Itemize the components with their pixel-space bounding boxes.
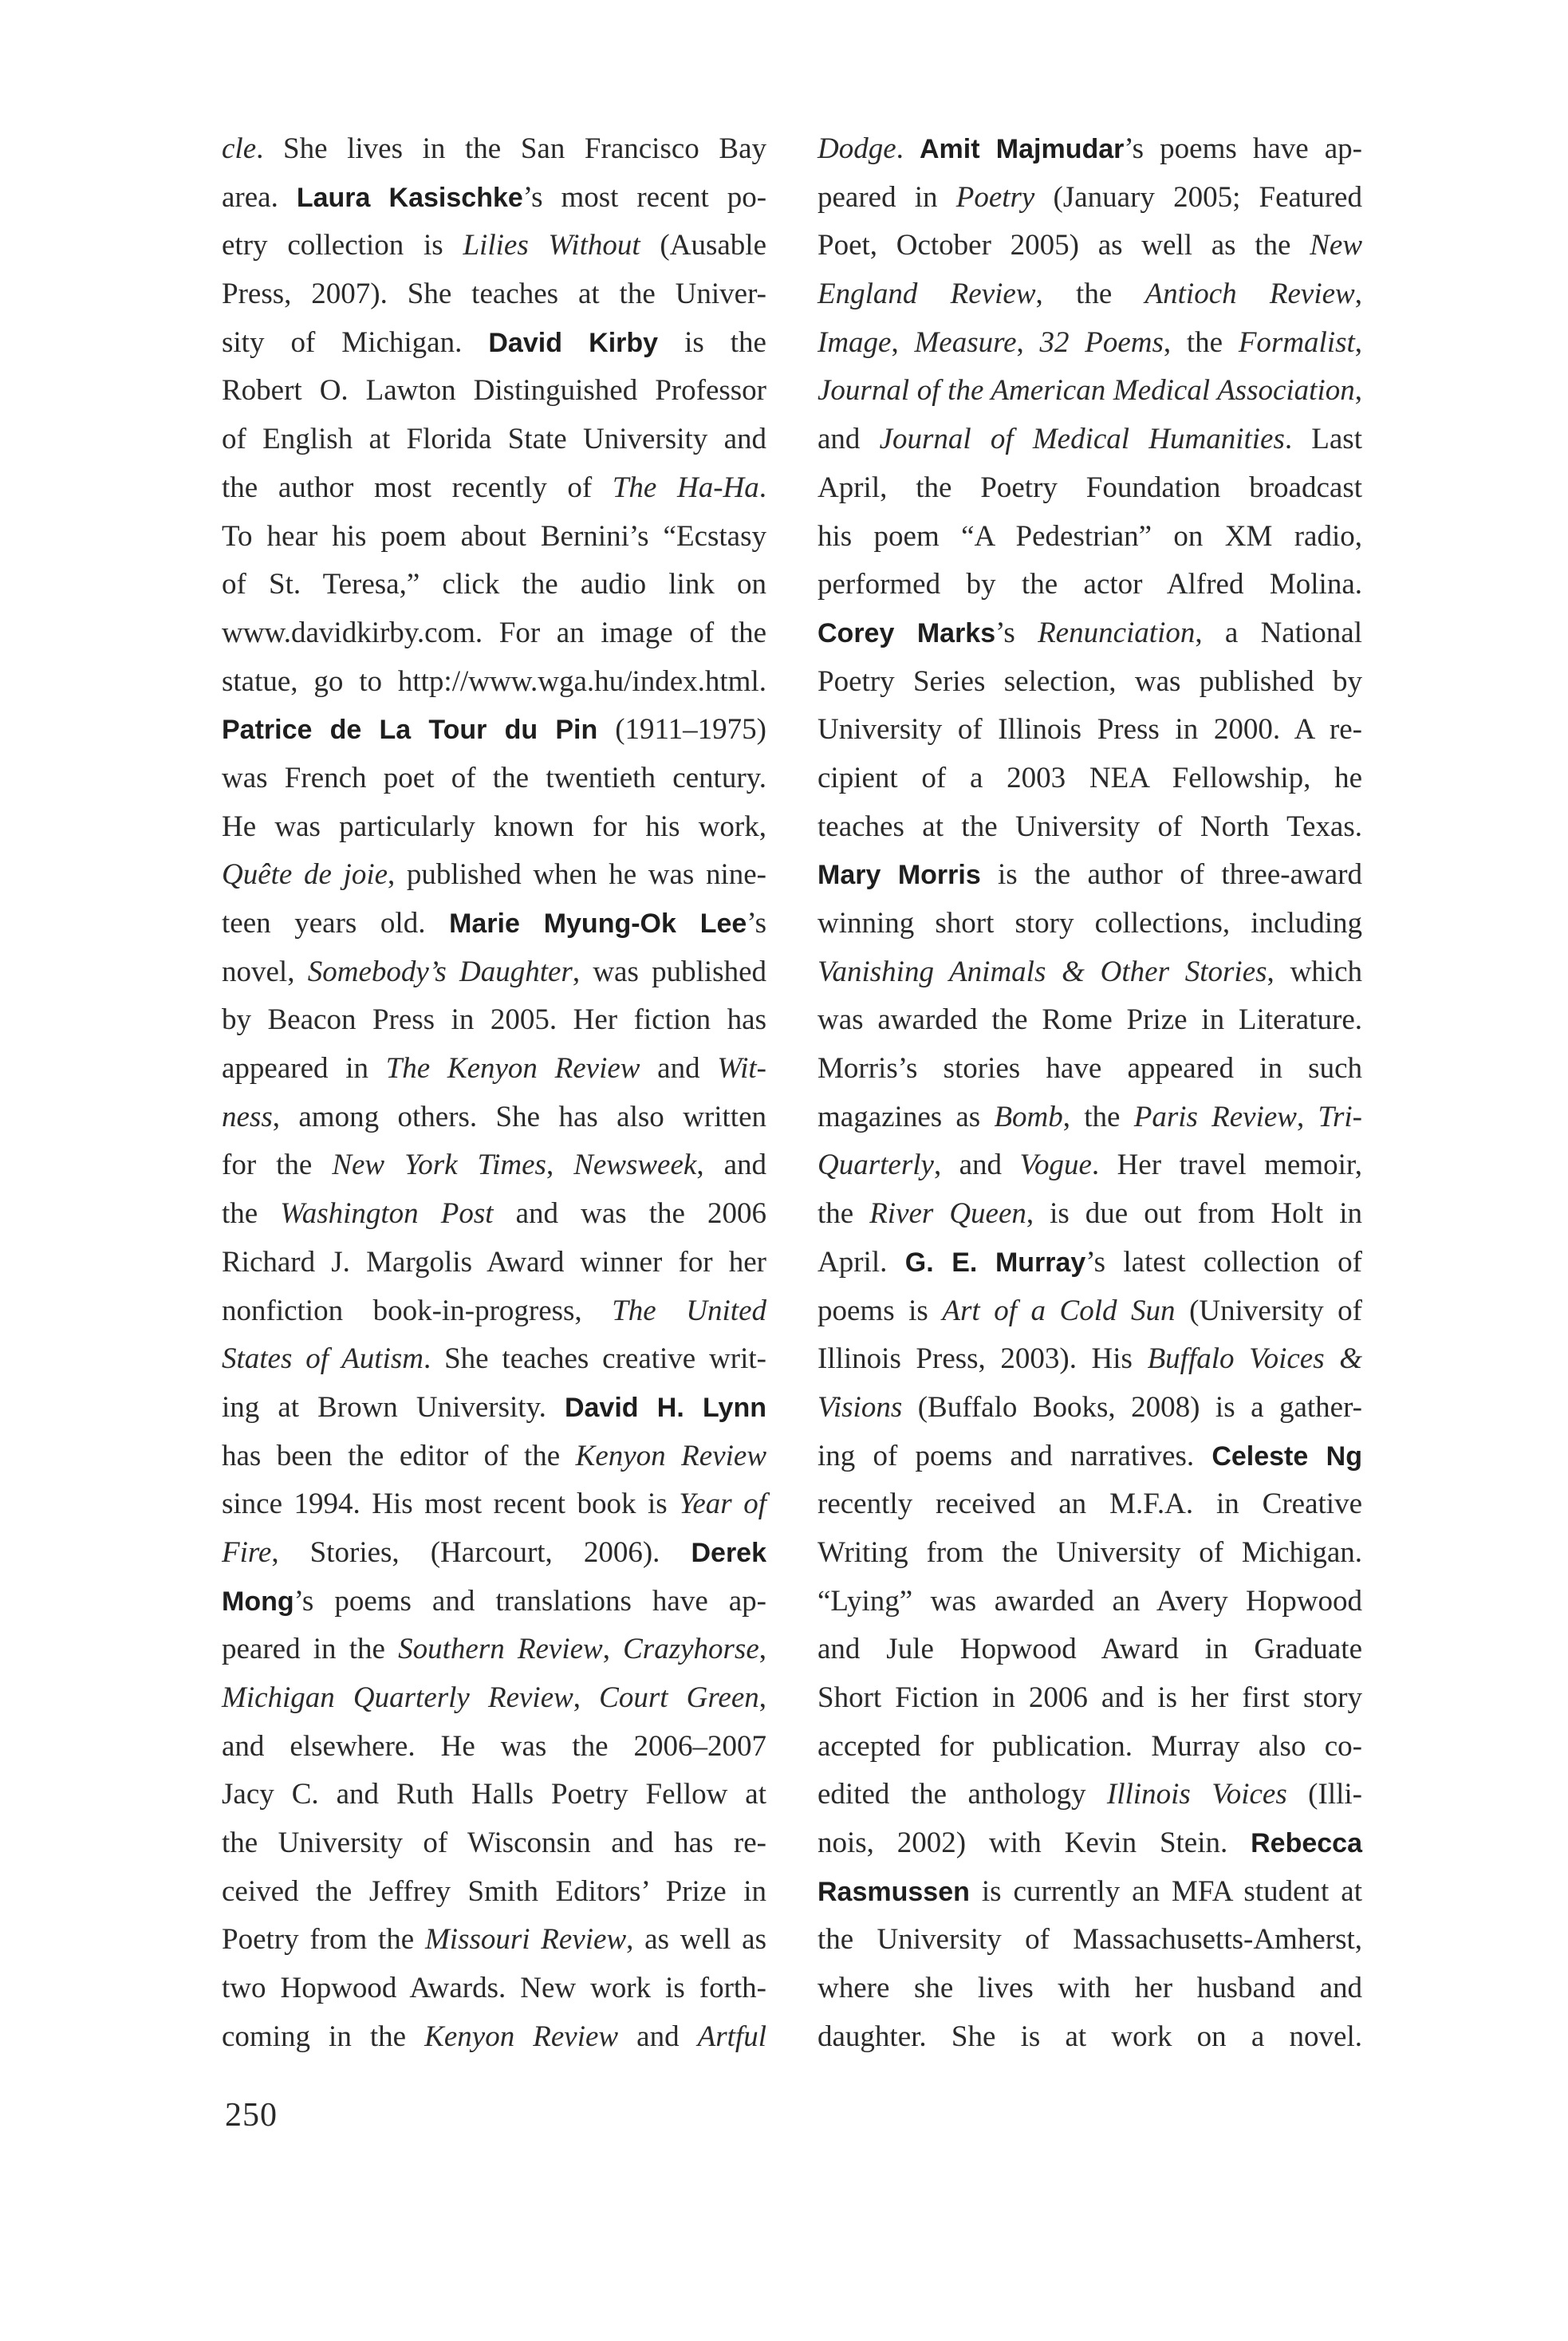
text-run: and Jule Hopwood Award in Graduate [817, 1633, 1362, 1666]
text-run: two Hopwood Awards. New work is forth- [222, 1972, 766, 2005]
text-run: his poem “A Pedestrian” on XM radio, [817, 519, 1362, 553]
text-run: (Illi- [1286, 1778, 1362, 1811]
text-run: , [758, 1681, 766, 1714]
contributor-name: Patrice de La Tour du Pin [222, 715, 598, 746]
italic-title: Illinois Voices [1106, 1778, 1287, 1811]
text-run: ing at Brown University. [222, 1390, 565, 1424]
text-run: ’s [995, 616, 1038, 649]
text-line [222, 2013, 766, 2062]
text-run: is the [658, 325, 766, 359]
text-line [222, 1916, 766, 1965]
text-line [817, 1335, 1362, 1384]
text-run: (1911–1975) [597, 713, 766, 747]
text-run: , [891, 325, 915, 359]
italic-title: Year of [679, 1488, 766, 1521]
text-run: by Beacon Press in 2005. Her fiction has [222, 1003, 766, 1037]
text-run: , [602, 1633, 624, 1666]
italic-title: Washington Post [280, 1197, 494, 1231]
contributor-name: Corey Marks [817, 617, 996, 648]
text-line [817, 464, 1362, 513]
text-run: cipient of a 2003 NEA Fellowship, he [817, 761, 1362, 794]
text-run: (January 2005; Featured [1034, 180, 1362, 214]
text-run: . Her travel memoir, [1091, 1149, 1362, 1182]
text-run: recently received an M.F.A. in Creative [817, 1488, 1362, 1521]
text-line [817, 1723, 1362, 1772]
italic-title: Artful [697, 2020, 766, 2053]
text-line [222, 1045, 766, 1094]
italic-title: Southern Review [398, 1633, 603, 1666]
text-run: Poetry from the [222, 1923, 425, 1957]
contributor-name: Mong [222, 1586, 294, 1617]
text-run: edited the anthology [817, 1778, 1107, 1811]
text-line [817, 1771, 1362, 1819]
italic-title: Vogue [1019, 1149, 1092, 1182]
text-run: is currently an MFA student at [969, 1874, 1362, 1908]
text-run: for the [222, 1149, 333, 1182]
contributor-name: Celeste Ng [1211, 1440, 1363, 1472]
italic-title: Michigan Quarterly Review [222, 1681, 573, 1714]
text-line [817, 1868, 1362, 1917]
text-line [222, 996, 766, 1045]
text-line [222, 803, 766, 852]
italic-title: Newsweek [573, 1149, 697, 1182]
text-run: , [1016, 325, 1040, 359]
italic-title: Bomb [994, 1100, 1063, 1133]
text-run: accepted for publication. Murray also co- [817, 1729, 1362, 1763]
text-run: . Last [1284, 423, 1362, 456]
text-line [817, 1239, 1362, 1287]
text-run: has been the editor of the [222, 1439, 576, 1472]
text-run: was awarded the Rome Prize in Literature. [817, 1003, 1362, 1037]
text-run: Jacy C. and Ruth Halls Poetry Fellow at [222, 1778, 766, 1811]
text-run: . [896, 132, 920, 165]
contributor-name: David H. Lynn [564, 1392, 766, 1423]
text-line [222, 1529, 766, 1578]
text-run: Writing from the University of Michigan. [817, 1535, 1362, 1569]
text-line [817, 609, 1362, 658]
text-line [817, 1965, 1362, 2013]
text-run: ’s most recent po- [522, 180, 767, 214]
text-run: . She lives in the San Francisco Bay [256, 132, 766, 165]
text-line [222, 1141, 766, 1190]
text-run: area. [222, 180, 297, 214]
text-run: , was published [572, 955, 766, 988]
text-line [817, 1916, 1362, 1965]
text-line [222, 948, 766, 997]
contributor-name: Amit Majmudar [919, 134, 1125, 164]
text-run: (Buffalo Books, 2008) is a gather- [902, 1390, 1362, 1424]
italic-title: Formalist [1238, 325, 1355, 359]
text-line [222, 1335, 766, 1384]
text-line [222, 1433, 766, 1481]
text-run: and [618, 2020, 698, 2053]
text-run: , and [933, 1149, 1020, 1182]
text-line [222, 1094, 766, 1142]
page-number: 250 [225, 2097, 278, 2134]
italic-title: Somebody’s Daughter [307, 955, 573, 988]
text-run: , [573, 1681, 600, 1714]
text-line [222, 125, 766, 174]
italic-title: Lilies Without [463, 229, 640, 262]
text-line [817, 755, 1362, 803]
text-line [817, 1094, 1362, 1142]
text-line [222, 1384, 766, 1433]
italic-title: The United [612, 1294, 766, 1327]
text-run: magazines as [817, 1100, 995, 1133]
text-run: Richard J. Margolis Award winner for her [222, 1245, 766, 1279]
text-line [817, 1141, 1362, 1190]
text-run: ing of poems and narratives. [817, 1439, 1212, 1472]
text-run: , [546, 1149, 574, 1182]
text-run: Morris’s stories have appeared in such [817, 1052, 1362, 1086]
text-run: novel, [222, 955, 308, 988]
text-line [222, 1190, 766, 1239]
italic-title: States of Autism [222, 1342, 424, 1376]
italic-title: Journal of Medical Humanities [879, 423, 1285, 456]
text-line [817, 174, 1362, 223]
text-run: Short Fiction in 2006 and is her first story [817, 1681, 1362, 1714]
contributor-name: Laura Kasischke [296, 182, 523, 213]
text-line [222, 416, 766, 464]
text-line [222, 1965, 766, 2013]
text-line [222, 609, 766, 658]
text-run: ’s latest collection of [1085, 1245, 1362, 1279]
text-run: of English at Florida State University and [222, 423, 766, 456]
text-run: ’s poems and translations have ap- [294, 1584, 766, 1618]
text-line [817, 803, 1362, 852]
text-run: Illinois Press, 2003). His [817, 1342, 1148, 1376]
text-line [817, 1384, 1362, 1433]
text-line [817, 1674, 1362, 1723]
text-line [222, 1480, 766, 1529]
text-line [817, 125, 1362, 174]
text-line [222, 1868, 766, 1917]
text-line [817, 1433, 1362, 1481]
text-run: peared in [817, 180, 956, 214]
italic-title: The Kenyon Review [385, 1052, 640, 1086]
text-line [817, 1529, 1362, 1578]
text-run: , is due out from Holt in [1026, 1197, 1362, 1231]
contributor-name: Rebecca [1251, 1828, 1362, 1859]
text-line [222, 1723, 766, 1772]
italic-title: Quarterly [817, 1149, 934, 1182]
text-line [817, 270, 1362, 319]
italic-title: Tri- [1318, 1100, 1363, 1133]
text-run: was French poet of the twentieth century. [222, 761, 766, 794]
contributor-name: David Kirby [488, 327, 659, 358]
text-run: , which [1267, 955, 1362, 988]
italic-title: Renunciation [1038, 616, 1196, 649]
text-line [222, 658, 766, 707]
text-run: the University of Massachusetts-Amherst, [817, 1923, 1362, 1957]
text-run: coming in the [222, 2020, 425, 2053]
italic-title: New York Times [332, 1149, 546, 1182]
text-run: and [640, 1052, 718, 1086]
contributor-name: Rasmussen [817, 1876, 970, 1907]
text-line [817, 996, 1362, 1045]
italic-title: Kenyon Review [424, 2020, 619, 2053]
text-line [222, 367, 766, 416]
text-run: peared in the [222, 1633, 399, 1666]
text-run: teen years old. [222, 907, 450, 940]
text-run: winning short story collections, including [817, 907, 1362, 940]
text-line [817, 1190, 1362, 1239]
text-run: . [758, 471, 766, 504]
italic-title: Vanishing Animals & Other Stories [817, 955, 1267, 988]
text-run: , [1296, 1100, 1318, 1133]
text-run: , [758, 1633, 766, 1666]
text-run: , [1354, 374, 1362, 408]
text-line [817, 319, 1362, 368]
text-line [817, 2013, 1362, 2062]
italic-title: Buffalo Voices & [1147, 1342, 1362, 1376]
text-run: , and [696, 1149, 766, 1182]
text-run: www.davidkirby.com. For an image of the [222, 616, 766, 649]
text-run: University of Illinois Press in 2000. A re- [817, 713, 1362, 747]
italic-title: Crazyhorse [623, 1633, 759, 1666]
text-line [817, 900, 1362, 948]
text-run: , the [1035, 278, 1145, 311]
text-run: . She teaches creative writ- [423, 1342, 766, 1376]
text-line [817, 1578, 1362, 1626]
text-line [222, 851, 766, 900]
text-run: daughter. She is at work on a novel. [817, 2020, 1362, 2053]
italic-title: River Queen [869, 1197, 1026, 1231]
text-line [222, 319, 766, 368]
text-run: the author most recently of [222, 471, 613, 504]
italic-title: Journal of the American Medical Association [817, 374, 1355, 408]
text-run: , [1354, 325, 1363, 359]
text-run: He was particularly known for his work, [222, 810, 766, 843]
left-column [222, 125, 766, 2062]
text-line [222, 755, 766, 803]
text-run: the University of Wisconsin and has re- [222, 1827, 766, 1860]
contributor-name: Marie Myung-Ok Lee [449, 908, 747, 939]
text-line [817, 1480, 1362, 1529]
text-run: “Lying” was awarded an Avery Hopwood [817, 1584, 1362, 1618]
italic-title: Dodge [817, 132, 896, 165]
text-line [817, 561, 1362, 609]
text-run: teaches at the University of North Texas. [817, 810, 1362, 843]
text-run: and was the 2006 [493, 1197, 766, 1231]
text-line [222, 222, 766, 270]
text-line [222, 1771, 766, 1819]
text-run: the [817, 1197, 870, 1231]
text-line [222, 900, 766, 948]
italic-title: Wit- [717, 1052, 766, 1086]
text-run: nois, 2002) with Kevin Stein. [817, 1827, 1251, 1860]
italic-title: Poetry [955, 180, 1035, 214]
text-line [222, 174, 766, 223]
text-run: the [222, 1197, 281, 1231]
right-column [817, 125, 1362, 2062]
text-run: , the [1163, 325, 1239, 359]
text-line [222, 1674, 766, 1723]
text-line [817, 948, 1362, 997]
text-run: , as well as [626, 1923, 766, 1957]
text-run: ’s [747, 907, 766, 940]
italic-title: Paris Review [1133, 1100, 1297, 1133]
text-line [222, 706, 766, 755]
text-line [817, 1045, 1362, 1094]
italic-title: Visions [817, 1390, 903, 1424]
contributor-name: Mary Morris [817, 860, 981, 891]
text-run: (Ausable [640, 229, 766, 262]
text-line [222, 464, 766, 513]
text-run: performed by the actor Alfred Molina. [817, 568, 1362, 601]
text-line [817, 367, 1362, 416]
text-run: ’s poems have ap- [1124, 132, 1362, 165]
italic-title: Image [817, 325, 892, 359]
text-run: poems is [817, 1294, 943, 1327]
italic-title: Kenyon Review [575, 1439, 766, 1472]
text-run: Press, 2007). She teaches at the Univer- [222, 278, 766, 311]
text-line [817, 513, 1362, 562]
italic-title: New [1310, 229, 1362, 262]
text-line [222, 270, 766, 319]
text-line [817, 1287, 1362, 1336]
text-line [222, 1578, 766, 1626]
text-run: nonfiction book-in-progress, [222, 1294, 613, 1327]
text-run: April, the Poetry Foundation broadcast [817, 471, 1362, 504]
text-run: , published when he was nine- [388, 858, 766, 892]
text-line [222, 1287, 766, 1336]
text-line [222, 561, 766, 609]
text-line [817, 706, 1362, 755]
text-run: ceived the Jeffrey Smith Editors’ Prize in [222, 1874, 766, 1908]
text-run: etry collection is [222, 229, 463, 262]
text-line [817, 1819, 1362, 1868]
text-run: and elsewhere. He was the 2006–2007 [222, 1729, 766, 1763]
text-run: (University of [1175, 1294, 1362, 1327]
text-run: since 1994. His most recent book is [222, 1488, 680, 1521]
text-run: , among others. She has also written [272, 1100, 766, 1133]
italic-title: Quête de joie [222, 858, 388, 892]
text-run: , Stories, (Harcourt, 2006). [271, 1535, 691, 1569]
text-line [222, 1819, 766, 1868]
text-line [817, 1626, 1362, 1674]
italic-title: 32 Poems [1039, 325, 1164, 359]
text-line [222, 513, 766, 562]
italic-title: Fire [222, 1535, 272, 1569]
text-run: appeared in [222, 1052, 386, 1086]
italic-title: Antioch Review [1144, 278, 1355, 311]
text-run: is the author of three-award [980, 858, 1362, 892]
text-run: Poetry Series selection, was published by [817, 664, 1362, 698]
text-line [817, 658, 1362, 707]
contributor-name: G. E. Murray [904, 1247, 1086, 1278]
italic-title: The Ha-Ha [612, 471, 759, 504]
text-line [222, 1626, 766, 1674]
text-run: where she lives with her husband and [817, 1972, 1362, 2005]
italic-title: ness [222, 1100, 273, 1133]
italic-title: cle [222, 132, 257, 165]
text-line [817, 222, 1362, 270]
text-line [817, 416, 1362, 464]
text-run: Poet, October 2005) as well as the [817, 229, 1310, 262]
text-run: To hear his poem about Bernini’s “Ecstasy [222, 519, 766, 553]
italic-title: Missouri Review [424, 1923, 627, 1957]
italic-title: Court Green [599, 1681, 759, 1714]
text-run: and [817, 423, 880, 456]
text-line [817, 851, 1362, 900]
text-run: Robert O. Lawton Distinguished Professor [222, 374, 766, 408]
text-line [222, 1239, 766, 1287]
text-run: , [1354, 278, 1362, 311]
italic-title: Measure [914, 325, 1017, 359]
italic-title: Art of a Cold Sun [942, 1294, 1176, 1327]
contributor-name: Derek [691, 1537, 766, 1568]
text-run: sity of Michigan. [222, 325, 489, 359]
text-run: statue, go to http://www.wga.hu/index.html. [222, 664, 766, 698]
text-run: , a National [1195, 616, 1362, 649]
text-run: of St. Teresa,” click the audio link on [222, 568, 766, 601]
text-run: , the [1062, 1100, 1134, 1133]
italic-title: England Review [817, 278, 1036, 311]
text-run: April. [817, 1245, 905, 1279]
